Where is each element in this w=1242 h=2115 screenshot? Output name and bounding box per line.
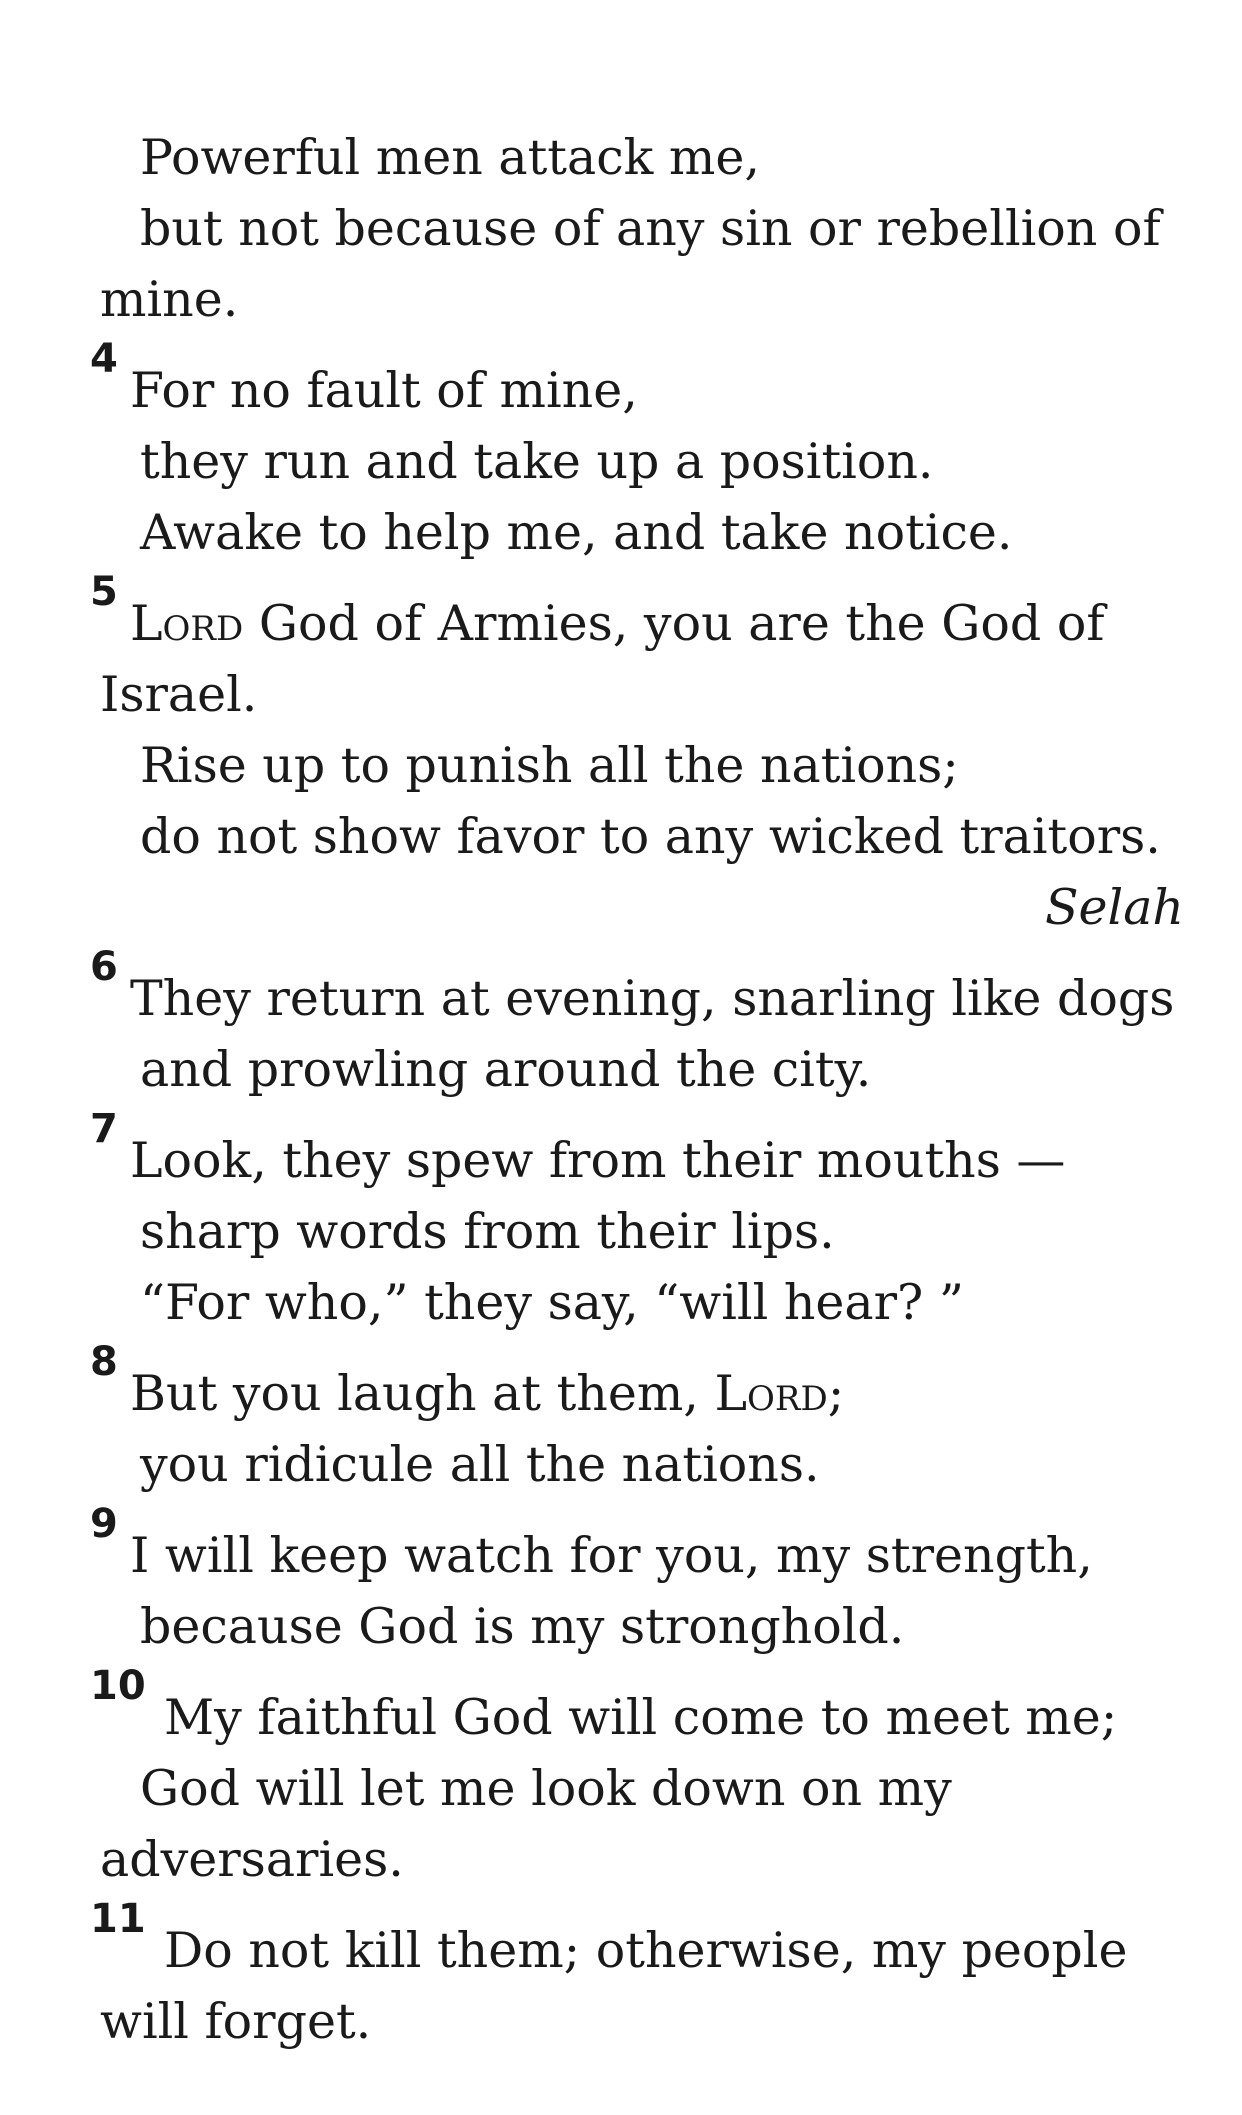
verse-number: 8 bbox=[90, 1339, 118, 1385]
poem-line: they run and take up a position. bbox=[140, 433, 934, 490]
divine-name: Lord bbox=[130, 595, 244, 652]
verse-text: They return at evening, snarling like dogs bbox=[130, 970, 1175, 1027]
poem-line-continuation: will forget. bbox=[100, 1993, 372, 2050]
verse-number: 11 bbox=[90, 1896, 146, 1942]
verse-11 bbox=[90, 1896, 1190, 1986]
verse-text: But you laugh at them, bbox=[130, 1365, 715, 1422]
verse-number: 9 bbox=[90, 1501, 118, 1547]
verse-number: 10 bbox=[90, 1663, 146, 1709]
verse-4 bbox=[90, 336, 1190, 426]
verse-10 bbox=[90, 1663, 1190, 1753]
verse-number: 7 bbox=[90, 1106, 118, 1152]
poem-line: because God is my stronghold. bbox=[140, 1598, 905, 1655]
poem-line-continuation: mine. bbox=[100, 271, 239, 328]
verse-number: 4 bbox=[90, 336, 118, 382]
verse-text: For no fault of mine, bbox=[130, 362, 638, 419]
poem-line: Rise up to punish all the nations; bbox=[140, 737, 959, 794]
poem-line-continuation: Israel. bbox=[100, 666, 258, 723]
poem-line-continuation: adversaries. bbox=[100, 1831, 404, 1888]
poem-line: but not because of any sin or rebellion of bbox=[140, 200, 1161, 257]
verse-number: 6 bbox=[90, 944, 118, 990]
poem-line: do not show favor to any wicked traitors. bbox=[140, 808, 1161, 865]
selah-marker: Selah bbox=[1044, 879, 1184, 936]
verse-text: Do not kill them; otherwise, my people bbox=[164, 1922, 1128, 1979]
verse-number: 5 bbox=[90, 569, 118, 615]
verse-6 bbox=[90, 944, 1190, 1034]
poem-line: and prowling around the city. bbox=[140, 1041, 872, 1098]
verse-9 bbox=[90, 1501, 1190, 1591]
poem-line: sharp words from their lips. bbox=[140, 1203, 835, 1260]
poem-line: Powerful men attack me, bbox=[140, 129, 760, 186]
divine-name: Lord bbox=[714, 1365, 828, 1422]
poem-line: Awake to help me, and take notice. bbox=[140, 504, 1013, 561]
poem-line: “For who,” they say, “will hear? ” bbox=[140, 1274, 964, 1331]
poem-line: you ridicule all the nations. bbox=[140, 1436, 820, 1493]
verse-text: Look, they spew from their mouths — bbox=[130, 1132, 1066, 1189]
verse-8 bbox=[90, 1339, 1190, 1429]
verse-text: My faithful God will come to meet me; bbox=[164, 1689, 1118, 1746]
verse-text-end: ; bbox=[827, 1365, 845, 1422]
verse-text: God of Armies, you are the God of bbox=[243, 595, 1105, 652]
verse-text: I will keep watch for you, my strength, bbox=[130, 1527, 1093, 1584]
scripture-text bbox=[90, 122, 1190, 2057]
verse-7 bbox=[90, 1106, 1190, 1196]
poem-line: God will let me look down on my bbox=[140, 1760, 952, 1817]
verse-5 bbox=[90, 569, 1190, 659]
